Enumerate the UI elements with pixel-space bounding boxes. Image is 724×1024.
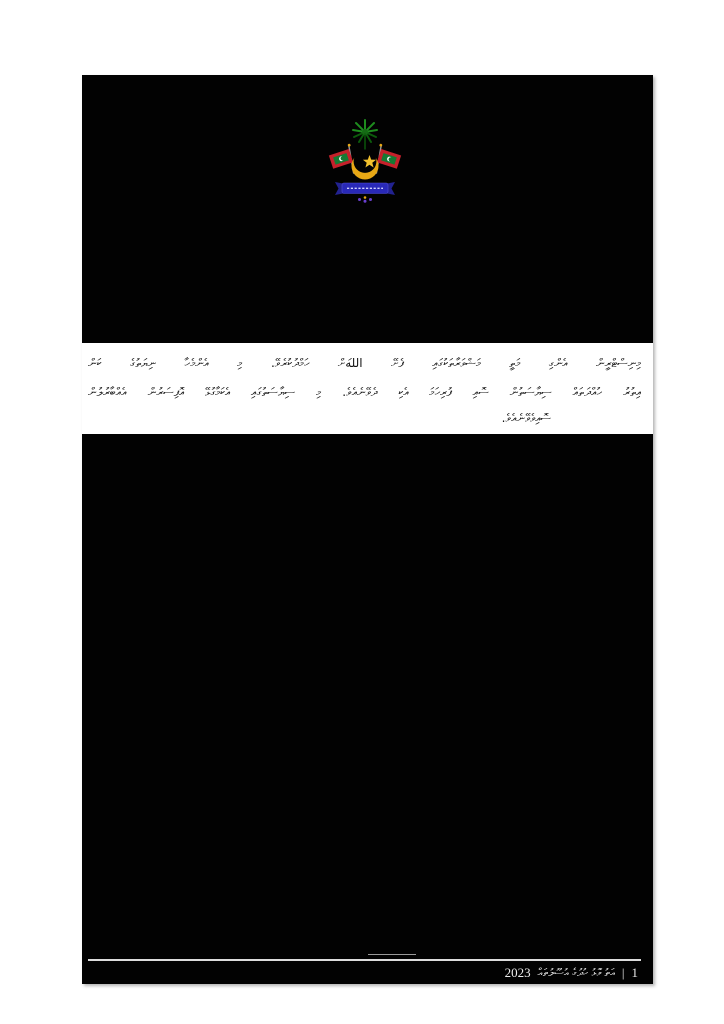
footer-page-number: 1	[631, 965, 638, 980]
body-text-block	[82, 343, 653, 434]
footer-year: 2023	[504, 965, 531, 980]
crescent-star-icon	[352, 150, 379, 179]
document-sheet	[82, 75, 653, 984]
footer-ornament-line	[368, 954, 416, 955]
paragraph-line-2: އިތުރު ހުއްދަތައް ސިޔާސަތުން ސޮއި ފުރިހަމަ އެކި ދެވޭނެއެވެ. މި ސިޔާސަތުގައި އެކަމާގުޅޭ އޮފިސަރުން އެއްބާރުލުން	[88, 385, 641, 399]
palm-tree-icon	[353, 120, 377, 149]
footer-rule	[88, 959, 641, 961]
footer-title: އަތު ވޮޅު ހުދުގެ އުސޫލުތައް	[537, 966, 615, 979]
national-emblem	[327, 116, 403, 204]
footer	[82, 963, 653, 983]
scroll-banner-icon	[335, 182, 395, 195]
ornament-icon	[358, 196, 372, 203]
footer-divider: |	[621, 965, 625, 980]
paragraph-line-3: ސޮއިވެވޭނެއެވެ.	[501, 411, 551, 425]
paragraph-line-1: މިނިސްޓްރީން އެންގި މަތީ މަޝްވަރާތަކުގައި ފެށޭ اللهަށް ހަމްދުކުރެވޭ. މި އެންމެހާ ނިޔަތުގެ ކަން	[88, 356, 641, 370]
